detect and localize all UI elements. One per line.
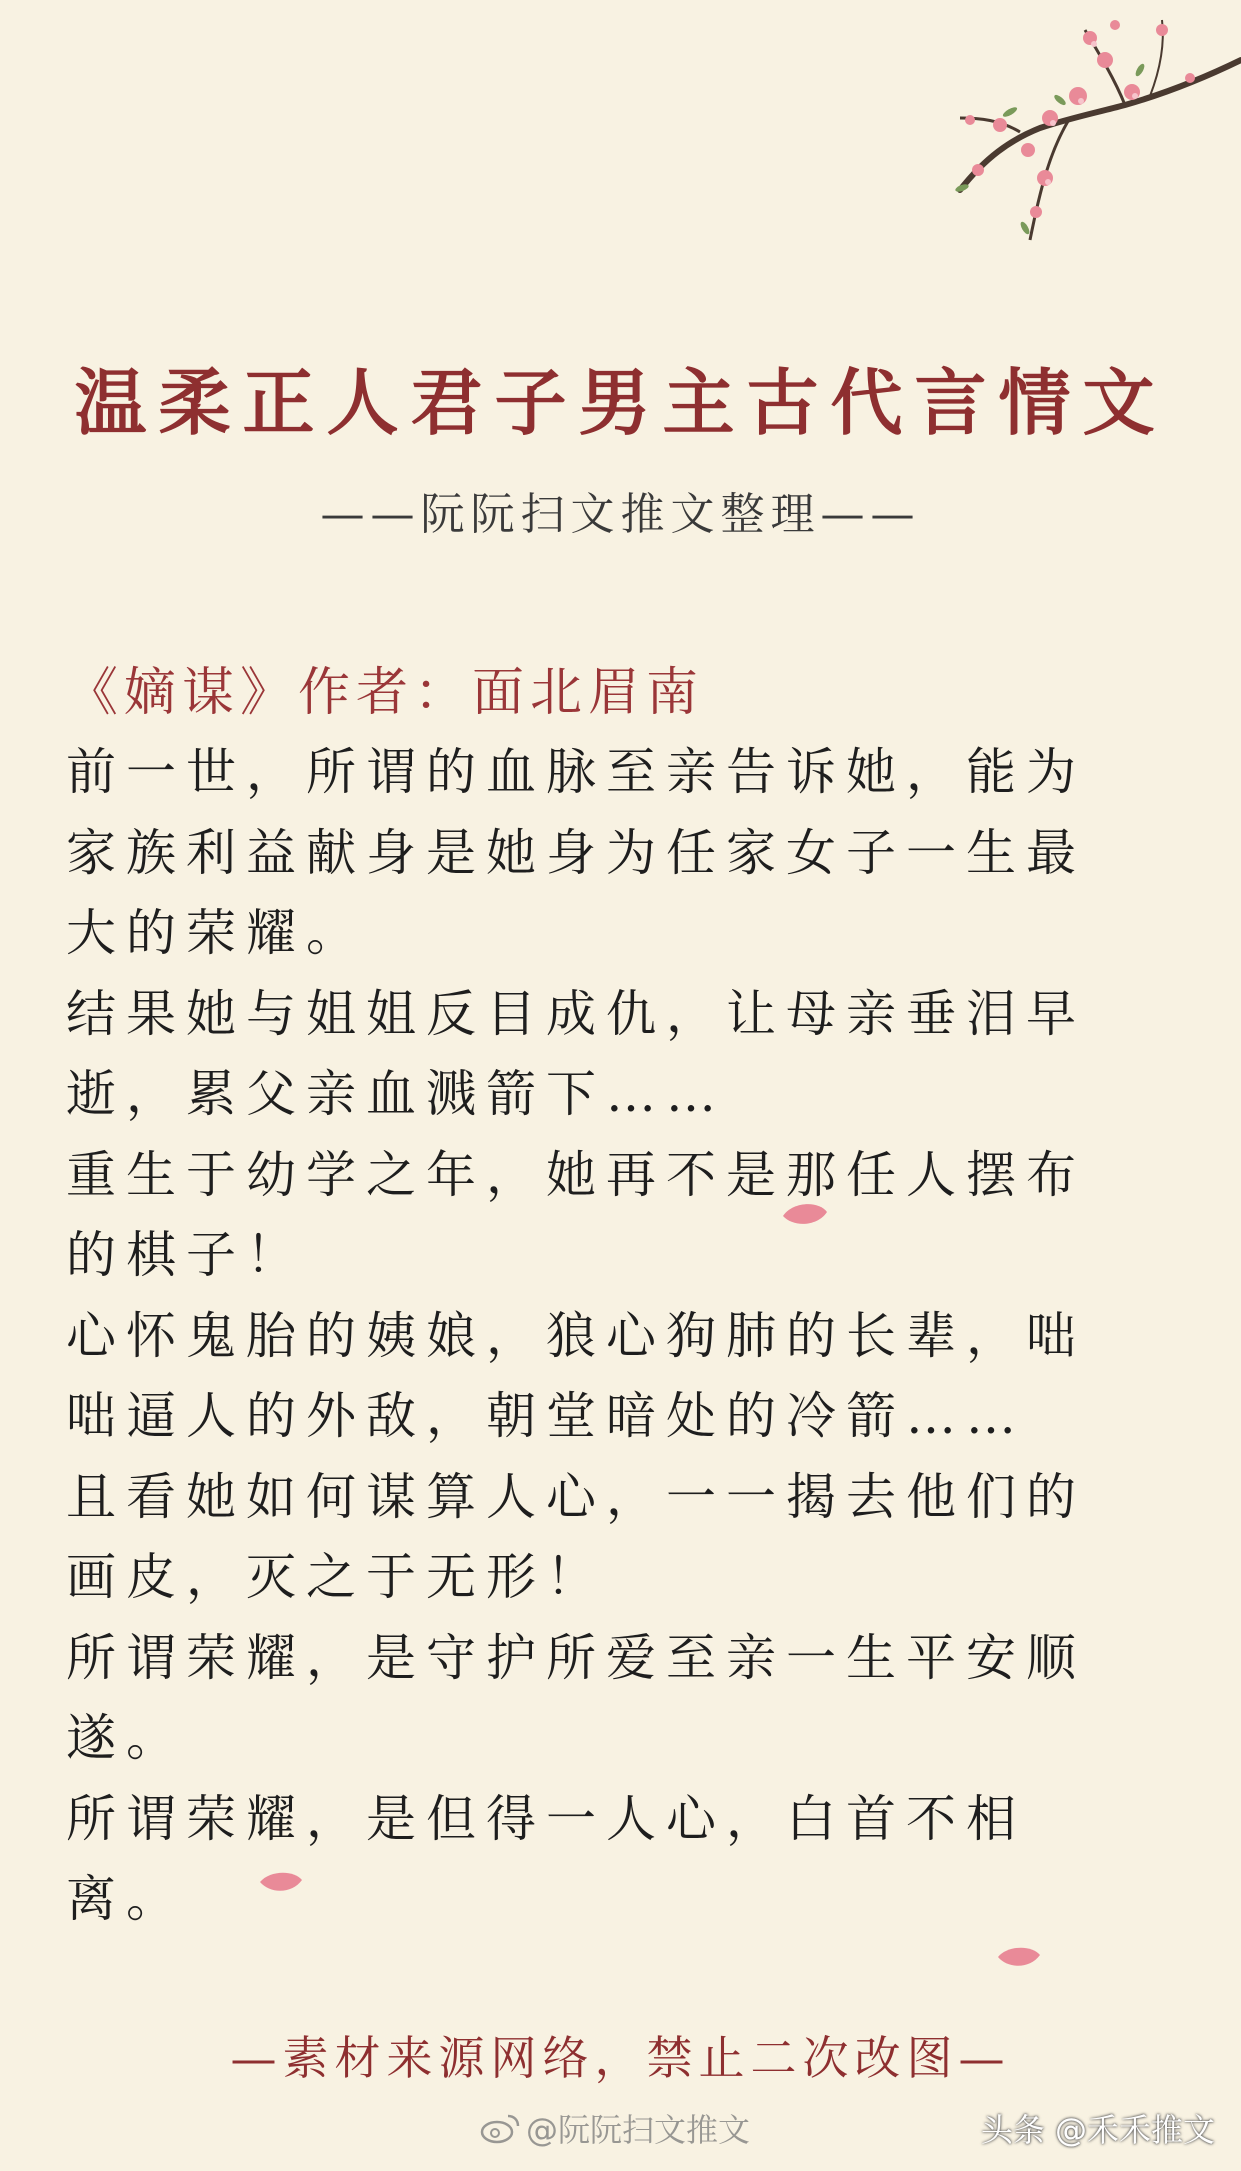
synopsis-line: 且看她如何谋算人心，一一揭去他们的	[66, 1467, 1086, 1526]
synopsis-line: 遂。	[66, 1709, 186, 1767]
petal-decoration	[996, 1943, 1042, 1971]
synopsis-line: 咄逼人的外敌，朝堂暗处的冷箭……	[66, 1387, 1026, 1445]
petal-decoration	[780, 1200, 830, 1230]
page-title: 温柔正人君子男主古代言情文	[74, 360, 1167, 445]
synopsis-line: 逝，累父亲血溅箭下……	[66, 1065, 726, 1123]
synopsis-line: 重生于幼学之年，她再不是那任人摆布	[66, 1145, 1086, 1204]
synopsis-line: 所谓荣耀，是守护所爱至亲一生平安顺	[66, 1628, 1086, 1687]
weibo-logo-icon	[480, 2112, 520, 2144]
petal-decoration	[258, 1868, 304, 1896]
synopsis-line: 画皮，灭之于无形！	[66, 1548, 606, 1606]
weibo-watermark	[480, 2105, 750, 2151]
synopsis-line: 结果她与姐姐反目成仇，让母亲垂泪早	[66, 984, 1086, 1043]
copyright-footer: —素材来源网络，禁止二次改图—	[230, 2031, 1011, 2085]
weibo-watermark-text: @阮阮扫文推文	[526, 2111, 751, 2149]
page-subtitle: ——阮阮扫文推文整理——	[320, 489, 921, 540]
book-synopsis	[66, 732, 1176, 1940]
synopsis-line: 前一世，所谓的血脉至亲告诉她，能为	[66, 743, 1086, 801]
synopsis-line: 所谓荣耀，是但得一人心，白首不相	[66, 1789, 1026, 1848]
book-heading: 《嫡谋》作者：面北眉南	[66, 663, 705, 723]
synopsis-line: 大的荣耀。	[66, 904, 366, 962]
synopsis-line: 家族利益献身是她身为任家女子一生最	[66, 823, 1086, 882]
plum-blossom-branch-decoration	[900, 0, 1241, 260]
synopsis-line: 的棋子！	[66, 1226, 306, 1284]
synopsis-line: 离。	[66, 1870, 186, 1928]
synopsis-line: 心怀鬼胎的姨娘，狼心狗肺的长辈，咄	[66, 1306, 1086, 1365]
toutiao-watermark: 头条 @禾禾推文	[980, 2111, 1215, 2149]
